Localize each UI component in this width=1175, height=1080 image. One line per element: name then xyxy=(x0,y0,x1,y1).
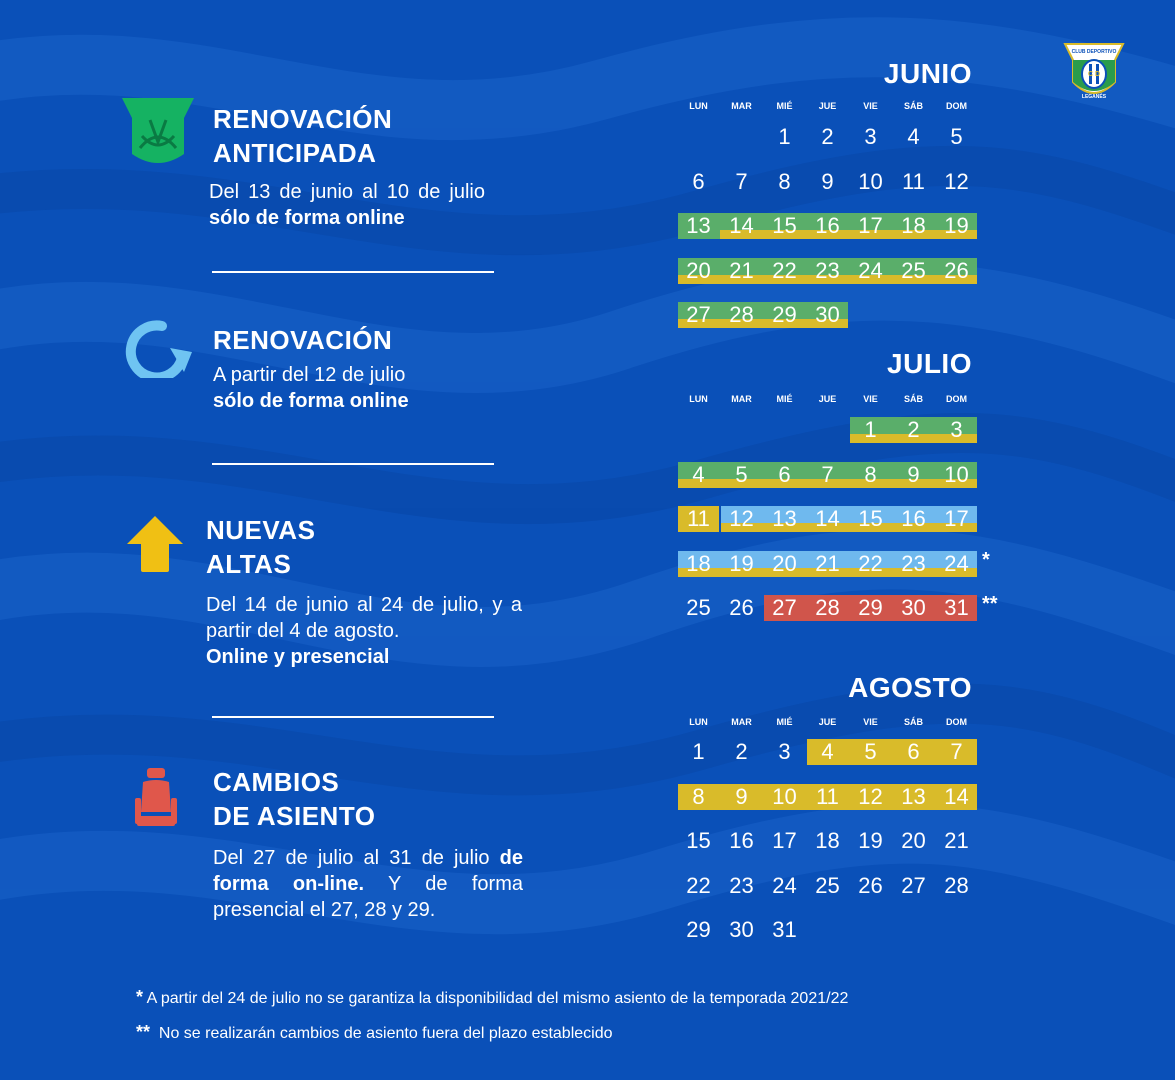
calendar-day: 9 xyxy=(821,168,834,194)
weekday-label: LUN xyxy=(689,394,708,404)
calendar-day: 4 xyxy=(821,739,834,764)
calendar-day: 29 xyxy=(772,302,797,327)
calendar-day: 10 xyxy=(944,461,969,487)
calendar-day: 19 xyxy=(729,550,754,576)
section-title-line: RENOVACIÓN xyxy=(213,104,393,134)
weekday-label: VIE xyxy=(863,394,878,404)
section-title-line: ALTAS xyxy=(206,549,292,579)
calendar-day: 28 xyxy=(729,302,754,327)
weekday-label: DOM xyxy=(946,717,967,727)
calendar-day: 18 xyxy=(815,828,840,853)
section-title-line: ANTICIPADA xyxy=(213,138,377,168)
section-title-line: NUEVAS xyxy=(206,515,316,545)
section-desc: Del 13 de junio al 10 de julio xyxy=(209,181,485,203)
calendar-day: 27 xyxy=(686,302,711,327)
calendar-day: 11 xyxy=(816,783,839,809)
section-desc: A partir del 12 de julio xyxy=(213,364,406,386)
calendar-day: 9 xyxy=(735,783,748,809)
calendar-day: 11 xyxy=(902,168,925,194)
calendar-day: 1 xyxy=(778,124,791,149)
calendar-day: 8 xyxy=(864,461,877,487)
calendar-day: 17 xyxy=(772,828,797,853)
calendar-day: 2 xyxy=(907,417,920,442)
calendar-day: 29 xyxy=(686,917,711,942)
calendar-day: 23 xyxy=(729,872,754,898)
calendar-day: 16 xyxy=(901,506,926,531)
calendar-day: 13 xyxy=(772,506,797,531)
calendar-day: 10 xyxy=(772,783,797,809)
calendar-day: 19 xyxy=(858,828,883,853)
calendar-day: 26 xyxy=(944,257,969,283)
calendar-day: 14 xyxy=(944,783,969,809)
calendar-day: 14 xyxy=(729,213,754,238)
calendar-day: 20 xyxy=(901,828,926,853)
calendar-day: 8 xyxy=(692,783,705,809)
calendar-day: 23 xyxy=(815,257,840,283)
calendar-day: 15 xyxy=(686,828,711,853)
weekday-label: VIE xyxy=(863,717,878,727)
month-title: AGOSTO xyxy=(848,672,972,703)
calendar-day: 8 xyxy=(778,168,791,194)
calendar-day: 31 xyxy=(944,595,969,620)
section-desc-bold: de forma on-line. xyxy=(213,847,524,895)
calendar-day: 9 xyxy=(907,461,920,487)
calendar-day: 4 xyxy=(907,124,920,149)
calendar-day: 15 xyxy=(772,213,797,238)
calendar-day: 29 xyxy=(858,595,883,620)
calendar-day: 26 xyxy=(858,872,883,898)
calendar-day: 20 xyxy=(772,550,797,576)
section-desc-bold: sólo de forma online xyxy=(209,207,405,229)
calendar-day: 6 xyxy=(907,739,920,764)
logo-bottom-text: LEGANÉS xyxy=(1081,94,1107,100)
calendar-day: 31 xyxy=(772,917,797,942)
weekday-label: SÁB xyxy=(903,394,923,404)
weekday-label: DOM xyxy=(946,394,967,404)
calendar-day: 17 xyxy=(944,506,969,531)
calendar-day: 2 xyxy=(821,124,834,149)
calendar-day: 24 xyxy=(772,872,797,898)
calendar-day: 22 xyxy=(772,257,797,283)
section-title-line: CAMBIOS xyxy=(213,767,340,797)
section-title-line: RENOVACIÓN xyxy=(213,325,393,355)
calendar-day: 7 xyxy=(735,168,748,194)
asterisk-mark: * xyxy=(982,548,990,571)
calendar-day: 15 xyxy=(858,506,883,531)
calendar-day: 14 xyxy=(815,506,840,531)
calendar-day: 21 xyxy=(815,550,840,576)
weekday-label: JUE xyxy=(818,394,837,404)
section-desc-after: Y de forma presencial el 27, 28 y 29. xyxy=(213,873,523,921)
footnote-star: * xyxy=(136,987,144,1007)
calendar-day: 25 xyxy=(686,595,711,620)
logo-letters: C D xyxy=(1087,71,1101,78)
calendar-day: 30 xyxy=(901,595,926,620)
calendar-day: 12 xyxy=(729,506,754,531)
calendar-day: 18 xyxy=(901,213,926,238)
calendar-day: 25 xyxy=(901,257,926,283)
weekday-label: SÁB xyxy=(903,101,923,111)
calendar-day: 3 xyxy=(950,417,963,442)
calendar-day: 1 xyxy=(864,417,877,442)
calendar-day: 13 xyxy=(901,783,926,809)
logo-top-text: CLUB DEPORTIVO xyxy=(1071,49,1117,55)
calendar-day: 6 xyxy=(778,461,791,487)
calendar-day: 20 xyxy=(686,257,711,283)
calendar-day: 11 xyxy=(687,506,710,531)
section-desc-bold: sólo de forma online xyxy=(213,390,409,412)
calendar-day: 1 xyxy=(692,739,705,764)
calendar-day: 24 xyxy=(858,257,883,283)
calendar-day: 12 xyxy=(944,168,969,194)
calendar-day: 17 xyxy=(858,213,883,238)
calendar-day: 22 xyxy=(686,872,711,898)
month-title: JULIO xyxy=(887,348,972,379)
calendar-day: 30 xyxy=(815,302,840,327)
weekday-label: SÁB xyxy=(903,717,923,727)
weekday-label: VIE xyxy=(863,101,878,111)
calendar-day: 3 xyxy=(864,124,877,149)
weekday-label: LUN xyxy=(689,101,708,111)
calendar-day: 16 xyxy=(729,828,754,853)
calendar-day: 22 xyxy=(858,550,883,576)
calendar-day: 10 xyxy=(858,168,883,194)
calendar-day: 19 xyxy=(944,213,969,238)
calendar-day: 25 xyxy=(815,872,840,898)
calendar-day: 26 xyxy=(729,595,754,620)
month-title: JUNIO xyxy=(883,58,972,89)
weekday-label: MIÉ xyxy=(776,717,793,727)
section-desc-bold: Online y presencial xyxy=(206,646,390,668)
calendar-day: 5 xyxy=(735,461,748,487)
calendar-day: 18 xyxy=(686,550,711,576)
calendar-day: 7 xyxy=(821,461,834,487)
section-desc: Del 14 de junio al 24 de julio, y a partir del 4 de agosto. xyxy=(206,594,522,642)
calendar-day: 5 xyxy=(950,124,963,149)
weekday-label: LUN xyxy=(689,717,708,727)
calendar-day: 7 xyxy=(950,739,963,764)
calendar-day: 24 xyxy=(944,550,969,576)
calendar-day: 6 xyxy=(692,168,705,194)
calendar-day: 13 xyxy=(686,213,711,238)
calendar-day: 30 xyxy=(729,917,754,942)
calendar-day: 21 xyxy=(729,257,754,283)
calendar-day: 5 xyxy=(864,739,877,764)
section-desc: Del 27 de julio al 31 de julio xyxy=(213,847,490,869)
weekday-label: MIÉ xyxy=(776,394,793,404)
weekday-label: MAR xyxy=(731,101,752,111)
weekday-label: JUE xyxy=(818,717,837,727)
calendar-day: 28 xyxy=(815,595,840,620)
weekday-label: MAR xyxy=(731,394,752,404)
calendar-day: 2 xyxy=(735,739,748,764)
footnote-star: ** xyxy=(136,1022,151,1042)
calendar-day: 28 xyxy=(944,872,969,898)
calendar-day: 27 xyxy=(772,595,797,620)
calendar-day: 12 xyxy=(858,783,883,809)
calendar-day: 27 xyxy=(901,872,926,898)
calendar-day: 21 xyxy=(944,828,969,853)
weekday-label: MAR xyxy=(731,717,752,727)
weekday-label: JUE xyxy=(818,101,837,111)
section-title-line: DE ASIENTO xyxy=(213,801,376,831)
calendar-day: 23 xyxy=(901,550,926,576)
calendar-day: 16 xyxy=(815,213,840,238)
footnote-text: No se realizarán cambios de asiento fuera del plazo establecido xyxy=(158,1025,613,1042)
asterisk-mark: ** xyxy=(982,593,998,615)
weekday-label: MIÉ xyxy=(776,101,793,111)
calendar-day: 4 xyxy=(692,461,705,487)
weekday-label: DOM xyxy=(946,101,967,111)
footnote-text: A partir del 24 de julio no se garantiza la disponibilidad del mismo asiento de la temporada 2021/22 xyxy=(146,990,849,1007)
calendar-day: 3 xyxy=(778,739,791,764)
